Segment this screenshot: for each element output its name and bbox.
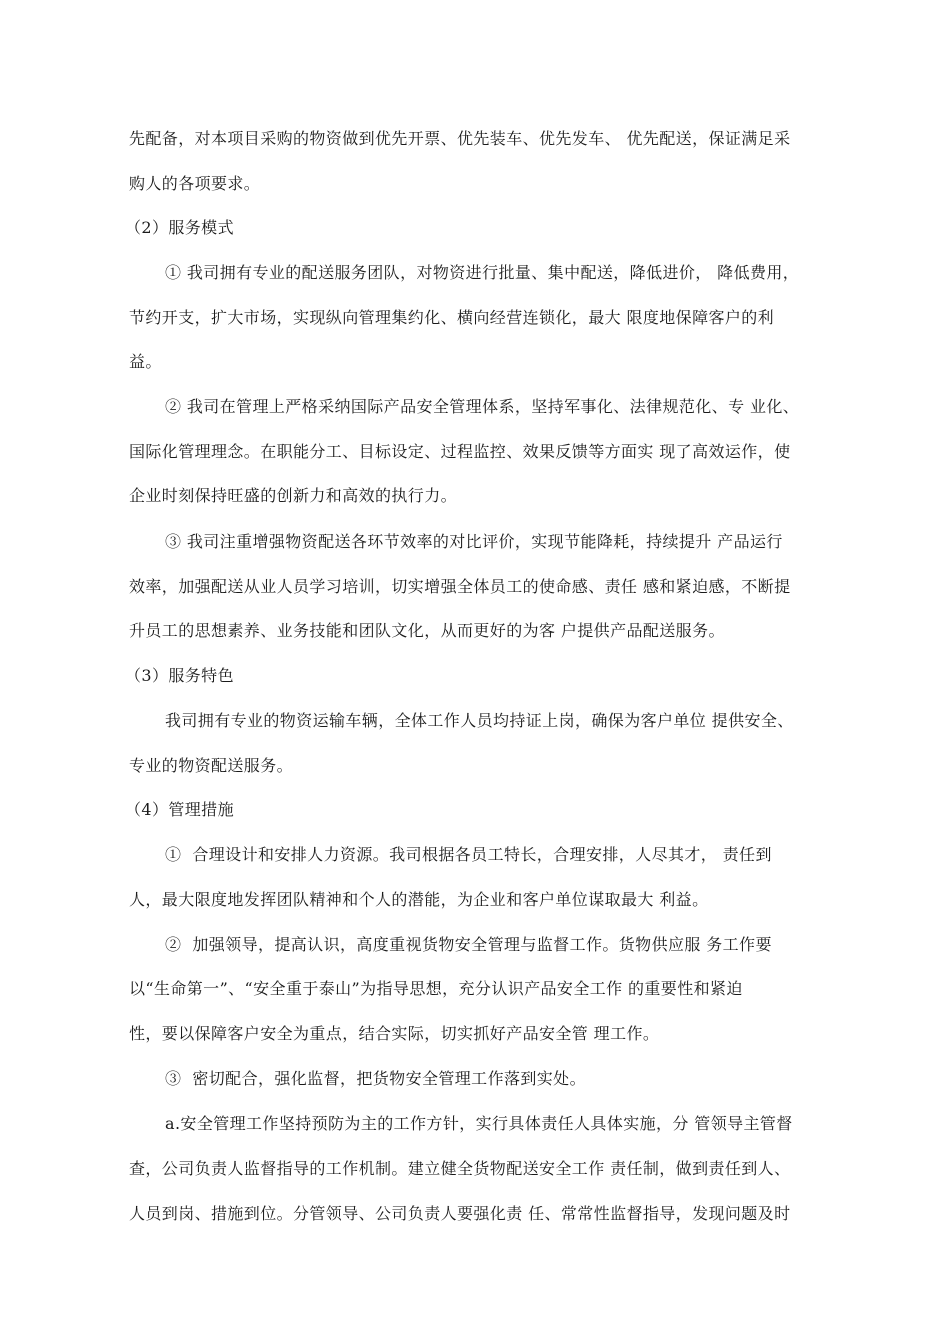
management-item-a-line-2: 查，公司负责人监督指导的工作机制。建立健全货物配送安全工作 责任制，做到责任到人、 — [129, 1159, 791, 1178]
management-item1-line-1: ① 合理设计和安排人力资源。我司根据各员工特长，合理安排，人尽其才， 责任到 — [165, 845, 772, 864]
management-item1-line-2: 人，最大限度地发挥团队精神和个人的潜能，为企业和客户单位谋取最大 利益。 — [129, 890, 709, 909]
service-features-line-2: 专业的物资配送服务。 — [129, 756, 294, 775]
service-mode-item2-line-1: ② 我司在管理上严格采纳国际产品安全管理体系，坚持军事化、法律规范化、专 业化、 — [165, 397, 800, 416]
service-mode-item1-line-3: 益。 — [129, 352, 162, 371]
service-mode-item1-line-2: 节约开支，扩大市场，实现纵向管理集约化、横向经营连锁化，最大 限度地保障客户的利 — [129, 308, 775, 327]
service-mode-item3-line-3: 升员工的思想素养、业务技能和团队文化，从而更好的为客 户提供产品配送服务。 — [129, 621, 725, 640]
management-item-a-line-1: a.安全管理工作坚持预防为主的工作方针，实行具体责任人具体实施，分 管领导主管督 — [165, 1114, 793, 1133]
management-item3-line-1: ③ 密切配合，强化监督，把货物安全管理工作落到实处。 — [165, 1069, 586, 1088]
management-item2-line-3: 性，要以保障客户安全为重点，结合实际，切实抓好产品安全管 理工作。 — [129, 1024, 660, 1043]
section-heading-service-features: （3）服务特色 — [125, 666, 234, 685]
section-heading-service-mode: （2）服务模式 — [125, 218, 234, 237]
service-features-line-1: 我司拥有专业的物资运输车辆，全体工作人员均持证上岗，确保为客户单位 提供安全、 — [165, 711, 794, 730]
service-mode-item3-line-2: 效率，加强配送从业人员学习培训，切实增强全体员工的使命感、责任 感和紧迫感，不断提 — [129, 577, 791, 596]
service-mode-item2-line-3: 企业时刻保持旺盛的创新力和高效的执行力。 — [129, 486, 458, 505]
management-item-a-line-3: 人员到岗、措施到位。分管领导、公司负责人要强化责 任、常常性监督指导，发现问题及时 — [129, 1204, 791, 1223]
service-mode-item1-line-1: ① 我司拥有专业的配送服务团队，对物资进行批量、集中配送，降低进价， 降低费用， — [165, 263, 800, 282]
section-heading-management: （4）管理措施 — [125, 800, 234, 819]
management-item2-line-1: ② 加强领导，提高认识，高度重视货物安全管理与监督工作。货物供应服 务工作要 — [165, 935, 772, 954]
intro-line-2: 购人的各项要求。 — [129, 174, 261, 193]
management-item2-line-2: 以“生命第一”、“安全重于泰山”为指导思想，充分认识产品安全工作 的重要性和紧迫 — [129, 979, 743, 998]
service-mode-item3-line-1: ③ 我司注重增强物资配送各环节效率的对比评价，实现节能降耗，持续提升 产品运行 — [165, 532, 783, 551]
service-mode-item2-line-2: 国际化管理理念。在职能分工、目标设定、过程监控、效果反馈等方面实 现了高效运作，使 — [129, 442, 791, 461]
intro-line-1: 先配备，对本项目采购的物资做到优先开票、优先装车、优先发车、 优先配送，保证满足采 — [129, 129, 791, 148]
